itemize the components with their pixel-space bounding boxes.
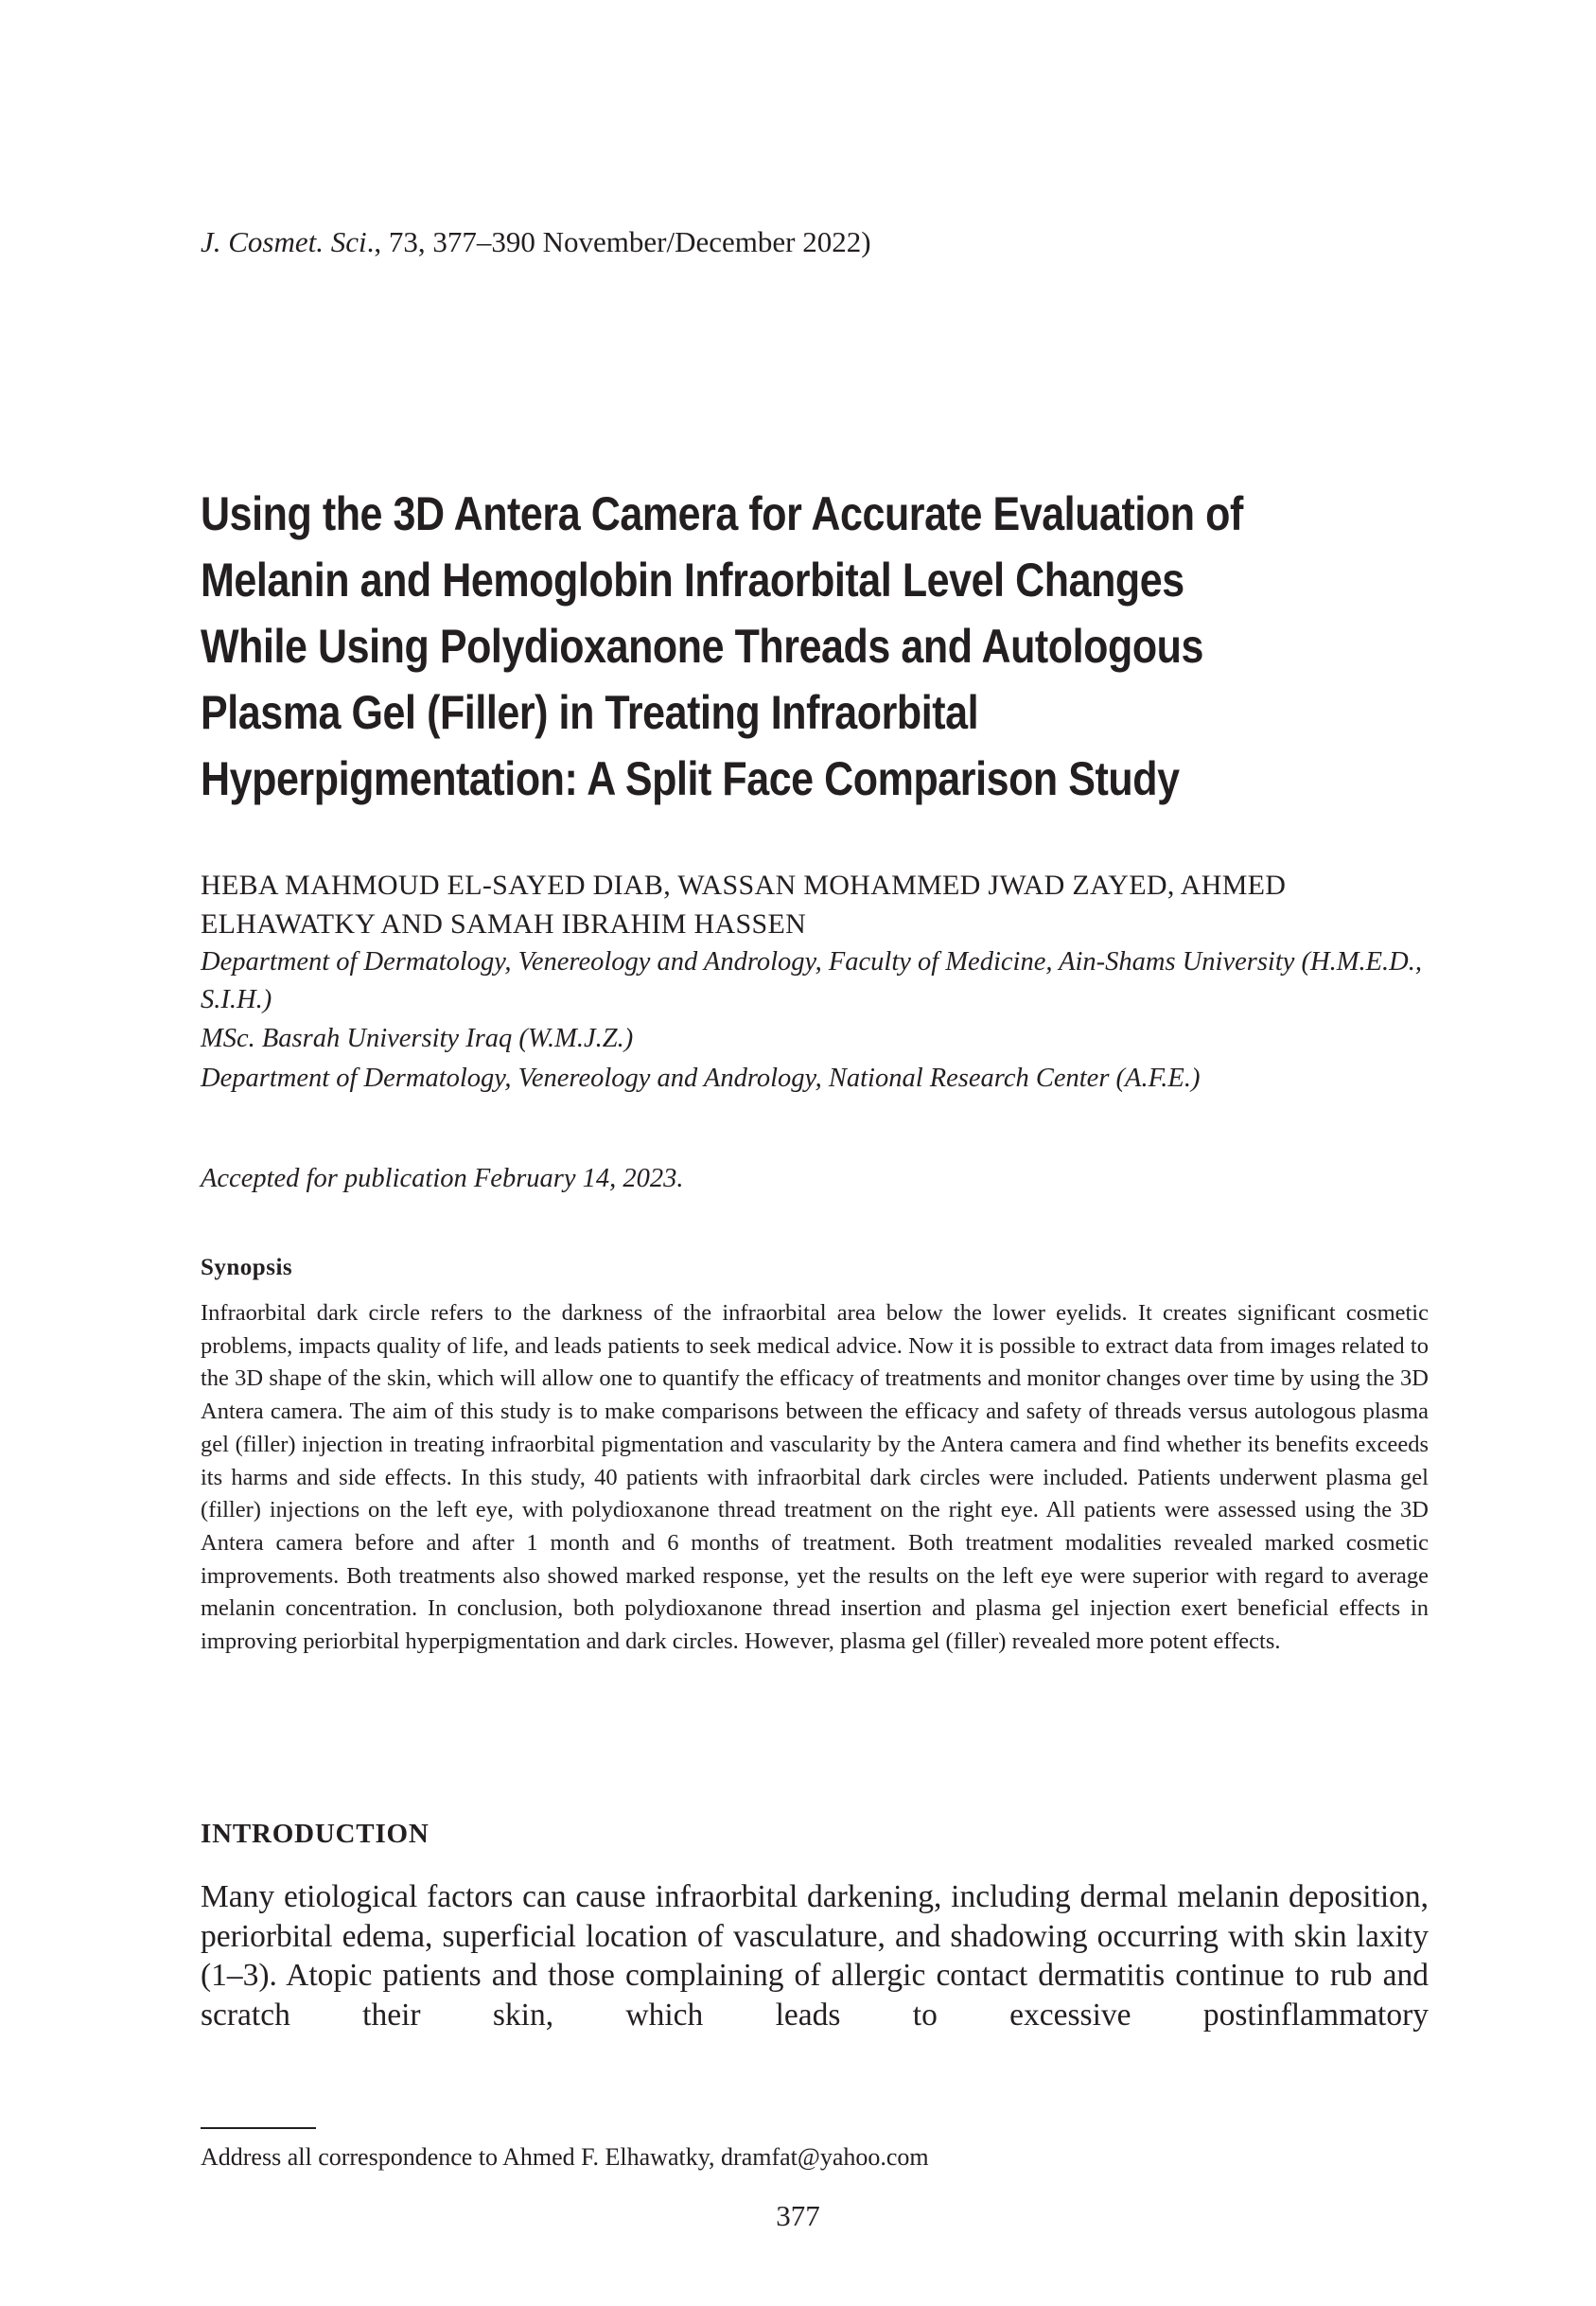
affiliation-basrah: MSc. Basrah University Iraq (W.M.J.Z.) xyxy=(201,1024,634,1053)
accepted-date: Accepted for publication February 14, 2023. xyxy=(201,1164,684,1193)
synopsis-text: Infraorbital dark circle refers to the darkness of the infraorbital area below the lower eyelids. It creates significant cosmetic problems, impacts quality of life, and leads patients to seek medical advice. Now it is possible to extract data from images related to the 3D shape of the skin, which will allow one to quantify the efficacy of treatments and monitor changes over time by using the 3D Antera camera. The aim of this study is to make comparisons between the efficacy and safety of threads versus autologous plasma gel (filler) injection in treating infraorbital pigmentation and vascularity by the Antera camera and find whether its benefits exceeds its harms and side effects. In this study, 40 patients with infraorbital dark circles were included. Patients underwent plasma gel (filler) injections on the left eye, with polydioxanone thread treatment on the right eye. All patients were assessed using the 3D Antera camera before and after 1 month and 6 months of treatment. Both treatment modalities revealed marked cosmetic improvements. Both treatments also showed marked response, yet the results on the left eye were superior with regard to average melanin concentration. In conclusion, both polydioxanone thread insertion and plasma gel injection exert beneficial effects in improving periorbital hyperpigmentation and dark circles. However, plasma gel (filler) revealed more potent effects. xyxy=(201,1300,1429,1655)
page-number: 377 xyxy=(776,2199,820,2232)
author-list: HEBA MAHMOUD EL-SAYED DIAB, WASSAN MOHAMMED JWAD ZAYED, AHMED ELHAWATKY AND SAMAH IBRAHIM HASSEN xyxy=(201,870,1287,940)
affiliation-national-research-center: Department of Dermatology, Venereology and Andrology, National Research Center (A.F.E.) xyxy=(201,1064,1201,1093)
footnote-divider xyxy=(201,2127,316,2129)
introduction-text: Many etiological factors can cause infraorbital darkening, including dermal melanin deposition, periorbital edema, superficial location of vasculature, and shadowing occurring with skin laxity (1–3). Atopic patients and those complaining of allergic contact dermatitis continue to rub and scratch their skin, which leads to excessive postinflammatory xyxy=(201,1879,1429,2033)
article-title: Using the 3D Antera Camera for Accurate Evaluation of Melanin and Hemoglobin Infraorbital Level Changes While Using Polydioxanone Threads and Autologous Plasma Gel (Filler) in Treating Infraorbital Hyperpigmentation: A Split Face Comparison Study xyxy=(201,487,1243,805)
running-head xyxy=(201,223,871,261)
introduction-heading: INTRODUCTION xyxy=(201,1819,430,1849)
journal-name: J. Cosmet. Sci xyxy=(201,225,367,258)
synopsis-heading: Synopsis xyxy=(201,1255,293,1280)
affiliation-ain-shams: Department of Dermatology, Venereology and Andrology, Faculty of Medicine, Ain-Shams University (H.M.E.D., S.I.H.) xyxy=(201,947,1422,1014)
journal-issue-details: ., 73, 377–390 November/December 2022) xyxy=(366,225,871,258)
correspondence-footnote: Address all correspondence to Ahmed F. Elhawatky, dramfat@yahoo.com xyxy=(201,2143,929,2171)
